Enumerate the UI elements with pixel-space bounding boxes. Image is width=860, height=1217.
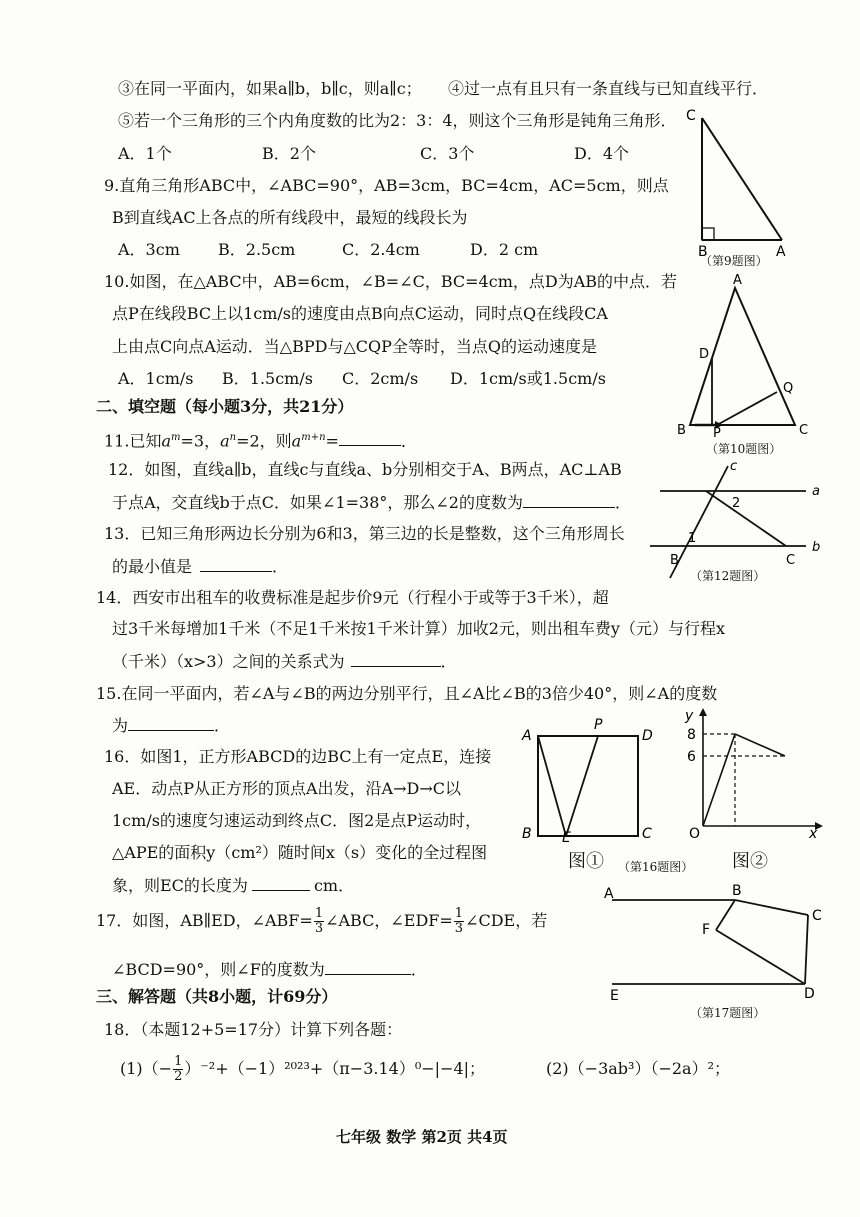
q10-option-a: A．1cm/s (118, 369, 194, 388)
fig10-label-d: D (699, 347, 710, 362)
q9-option-b: B．2.5cm (218, 240, 296, 259)
q10-line-3: 上由点C向点A运动．当△BPD与△CQP全等时，当点Q的运动速度是 (112, 337, 598, 356)
fig17-label-d: D (804, 986, 815, 1002)
fig16-label-d: D (642, 728, 653, 744)
q17-answer-blank[interactable] (325, 958, 411, 975)
fig10-caption: （第10题图） (706, 442, 782, 456)
q9-line-2: B到直线AC上各点的所有线段中，最短的线段长为 (112, 208, 468, 227)
fig16-label-p: P (594, 717, 603, 733)
q8-option-c: C．3个 (420, 144, 475, 163)
fig9-label-a: A (776, 244, 786, 260)
q8-option-d: D．4个 (574, 144, 630, 163)
q16-line-5: 象，则EC的长度为 cm． (112, 876, 355, 895)
fig12-label-b-point: B (670, 553, 679, 568)
fig17-label-a: A (604, 886, 614, 902)
q13-line-2: 的最小值是 ． (112, 557, 289, 576)
fig16-label-c: C (642, 826, 652, 842)
fig16-label-a: A (522, 728, 532, 744)
fig16-label-e: E (562, 830, 571, 844)
fig12-label-c: c (730, 459, 738, 474)
q16-line-2: AE．动点P从正方形的顶点A出发，沿A→D→C以 (112, 779, 461, 798)
section-3-heading: 三、解答题（共8小题，计69分） (96, 987, 338, 1006)
q12-line-2: 于点A，交直线b于点C．如果∠1=38°，那么∠2的度数为 ． (112, 493, 631, 512)
fig17-caption: （第17题图） (690, 1006, 766, 1020)
figure-16-2 (675, 704, 825, 844)
q14-line-3: （千米）（x>3）之间的关系式为 ． (112, 652, 457, 671)
q8-statement-4: ④过一点有且只有一条直线与已知直线平行． (448, 79, 769, 98)
figure-16-1 (518, 714, 653, 844)
fig16-2-y: y (685, 708, 694, 724)
page-footer: 七年级 数学 第2页 共4页 (336, 1128, 508, 1146)
q14-answer-blank[interactable] (351, 650, 441, 667)
fig16-2-x: x (809, 826, 818, 842)
figure-9 (680, 104, 800, 274)
q12-line-1: 12．如图，直线a∥b，直线c与直线a、b分别相交于A、B两点，AC⊥AB (108, 460, 622, 479)
fig16-2-origin: O (689, 826, 701, 842)
q10-option-c: C．2cm/s (342, 369, 419, 388)
fig16-caption: （第16题图） (618, 860, 694, 874)
fig17-label-c: C (812, 908, 822, 924)
q16-answer-blank[interactable] (252, 874, 310, 891)
fig9-label-b: B (698, 244, 708, 260)
fig16-2-tick-6: 6 (687, 749, 696, 765)
q17-line-2: ∠BCD=90°，则∠F的度数为 ． (112, 960, 427, 979)
fig12-caption: （第12题图） (690, 569, 766, 583)
fig17-label-b: B (732, 883, 742, 899)
q8-statement-5: ⑤若一个三角形的三个内角度数的比为2：3：4，则这个三角形是钝角三角形． (118, 111, 677, 130)
q9-line-1: 9.直角三角形ABC中，∠ABC=90°，AB=3cm，BC=4cm，AC=5cm，则点 (104, 176, 669, 195)
q13-line-1: 13．已知三角形两边长分别为6和3，第三边的长是整数，这个三角形周长 (104, 524, 625, 543)
section-2-heading: 二、填空题（每小题3分，共21分） (96, 397, 354, 416)
q9-option-c: C．2.4cm (342, 240, 420, 259)
q15-line-2: 为 ． (112, 716, 231, 735)
q18-part-1: (1)（− $\frac{1}{2}$ ）⁻²+（−1）²⁰²³+（π−3.14）⁰−|−4|； (120, 1054, 486, 1084)
fig16-label-2: 图② (732, 851, 768, 872)
q18-part-2: (2)（−3ab³）（−2a）²； (546, 1059, 730, 1078)
q8-statement-3: ③在同一平面内，如果a∥b，b∥c，则a∥c； (118, 79, 422, 98)
fig16-2-tick-8: 8 (687, 727, 696, 743)
q11-line: 11.已知$a^m=3$，$a^n=2$，则$a^{m+n}=$ ． (104, 431, 417, 451)
q10-line-1: 10.如图，在△ABC中，AB=6cm，∠B=∠C，BC=4cm，点D为AB的中点．若 (104, 272, 678, 291)
q15-answer-blank[interactable] (128, 714, 214, 731)
fig17-label-f: F (702, 922, 711, 938)
fig16-label-1: 图① (568, 851, 604, 872)
fig9-label-c: C (686, 108, 696, 124)
q10-option-d: D．1cm/s或1.5cm/s (450, 369, 606, 388)
q18-heading: 18．（本题12+5=17分）计算下列各题： (104, 1020, 403, 1039)
q17-line-1: 17．如图，AB∥ED，∠ABF= $\frac{1}{3}$ ∠ABC，∠EDF= $\frac{1}{3}$ ∠CDE，若 (96, 906, 548, 936)
fig16-label-b: B (522, 826, 532, 842)
q8-option-b: B．2个 (262, 144, 316, 163)
q16-line-3: 1cm/s的速度匀速运动到终点C．图2是点P运动时， (112, 811, 482, 830)
fig17-label-e: E (610, 988, 619, 1002)
q14-line-1: 14．西安市出租车的收费标准是起步价9元（行程小于或等于3千米），超 (96, 588, 609, 607)
q9-option-a: A．3cm (118, 240, 180, 259)
fig10-label-a: A (733, 273, 742, 288)
fig10-label-b: B (677, 423, 686, 438)
q10-option-b: B．1.5cm/s (222, 369, 313, 388)
fig12-angle-1: 1 (688, 531, 697, 546)
q16-line-1: 16．如图1，正方形ABCD的边BC上有一定点E，连接 (104, 747, 492, 766)
fig12-label-c-point: C (786, 553, 796, 568)
figure-12 (648, 456, 830, 584)
figure-17 (600, 880, 830, 1002)
q10-line-2: 点P在线段BC上以1cm/s的速度由点B向点C运动，同时点Q在线段CA (112, 304, 608, 323)
fig9-caption: （第9题图） (700, 254, 768, 268)
figure-10 (665, 268, 815, 438)
q15-line-1: 15.在同一平面内，若∠A与∠B的两边分别平行，且∠A比∠B的3倍少40°，则∠A的度数 (96, 684, 718, 703)
q11-answer-blank[interactable] (339, 429, 401, 446)
fig12-label-b: b (812, 540, 821, 555)
fig10-label-q: Q (783, 381, 794, 396)
fig12-angle-2: 2 (732, 496, 741, 511)
q14-line-2: 过3千米每增加1千米（不足1千米按1千米计算）加收2元，则出租车费y（元）与行程x (112, 619, 725, 638)
fig10-label-c: C (799, 423, 809, 438)
fig12-label-a: a (812, 484, 820, 499)
q13-answer-blank[interactable] (200, 555, 272, 572)
fig10-label-p: P (713, 426, 721, 438)
q8-option-a: A．1个 (118, 144, 172, 163)
q9-option-d: D．2 cm (470, 240, 539, 259)
q12-answer-blank[interactable] (523, 491, 615, 508)
q16-line-4: △APE的面积y（cm²）随时间x（s）变化的全过程图 (112, 843, 488, 862)
